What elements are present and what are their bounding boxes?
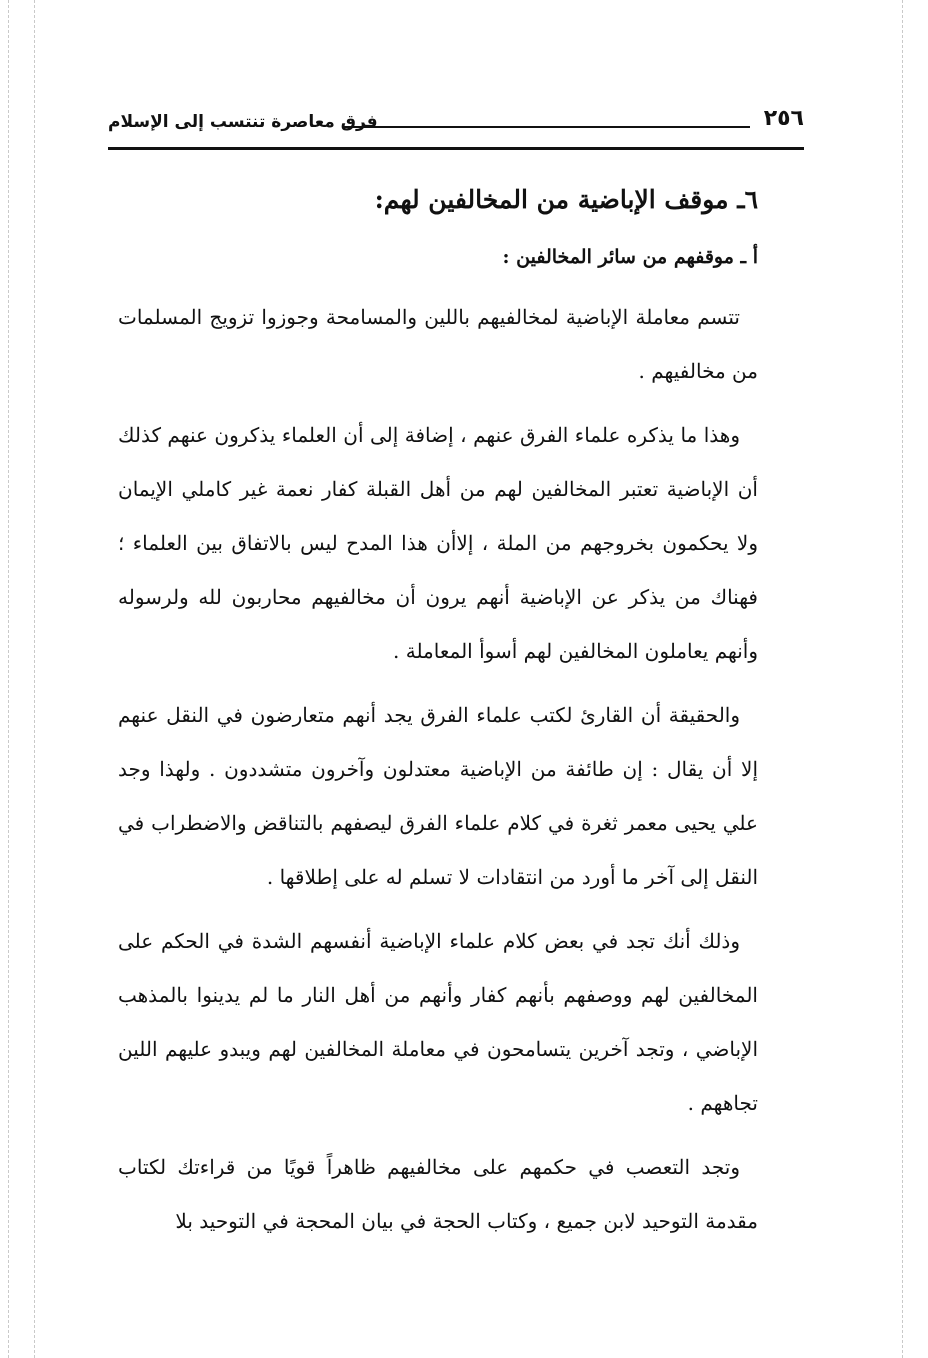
paragraph-1: تتسم معاملة الإباضية لمخالفيهم باللين والمسامحة وجوزوا تزويج المسلمات من مخالفيهم . (118, 305, 758, 383)
paragraph-3: والحقيقة أن القارئ لكتب علماء الفرق يجد أنهم متعارضون في النقل عنهم إلا أن يقال : إن طائفة من الإباضية معتدلون وآخرون متشددون . ولهذا وجد علي يحيى معمر ثغرة في كلام علماء الفرق ليصفهم بالتناقض والاضطراب في النقل إلى آخر ما أورد من انتقادات لا تسلم له على إطلاقها . (118, 703, 758, 889)
header-dash-line (344, 126, 750, 128)
scan-guide-line-right (902, 0, 903, 1358)
scan-guide-line-inner (34, 0, 35, 1358)
paragraph-5: وتجد التعصب في حكمهم على مخالفيهم ظاهراً قويًا من قراءتك لكتاب مقدمة التوحيد لابن جميع ، وكتاب الحجة في بيان المحجة في التوحيد بلا (118, 1155, 758, 1233)
paragraph-2: وهذا ما يذكره علماء الفرق عنهم ، إضافة إلى أن العلماء يذكرون عنهم كذلك أن الإباضية تعتبر المخالفين لهم من أهل القبلة كفار نعمة غير كاملي الإيمان ولا يحكمون بخروجهم من الملة ، إلاأن هذا المدح ليس بالاتفاق بين العلماء ؛ فهناك من يذكر عن الإباضية أنهم يرون أن مخالفيهم محاربون لله ولرسوله وأنهم يعاملون المخالفين لهم أسوأ المعاملة . (118, 423, 758, 663)
scan-guide-line-left (8, 0, 9, 1358)
section-heading: ٦ـ موقف الإباضية من المخالفين لهم: (374, 185, 758, 214)
paragraph-4: وذلك أنك تجد في بعض كلام علماء الإباضية أنفسهم الشدة في الحكم على المخالفين لهم ووصفهم بأنهم كفار وأنهم من أهل النار ما لم يدينوا بالمذهب الإباضي ، وتجد آخرين يتسامحون في معاملة المخالفين لهم ويبدو عليهم اللين تجاههم . (118, 929, 758, 1115)
header-rule (108, 147, 804, 150)
page-number: ٢٥٦ (763, 106, 804, 131)
page-body (118, 172, 758, 1258)
book-title: فرق معاصرة تنتسب إلى الإسلام (108, 112, 378, 132)
running-header (108, 100, 804, 152)
sub-heading: أ ـ موقفهم من سائر المخالفين : (502, 246, 758, 268)
